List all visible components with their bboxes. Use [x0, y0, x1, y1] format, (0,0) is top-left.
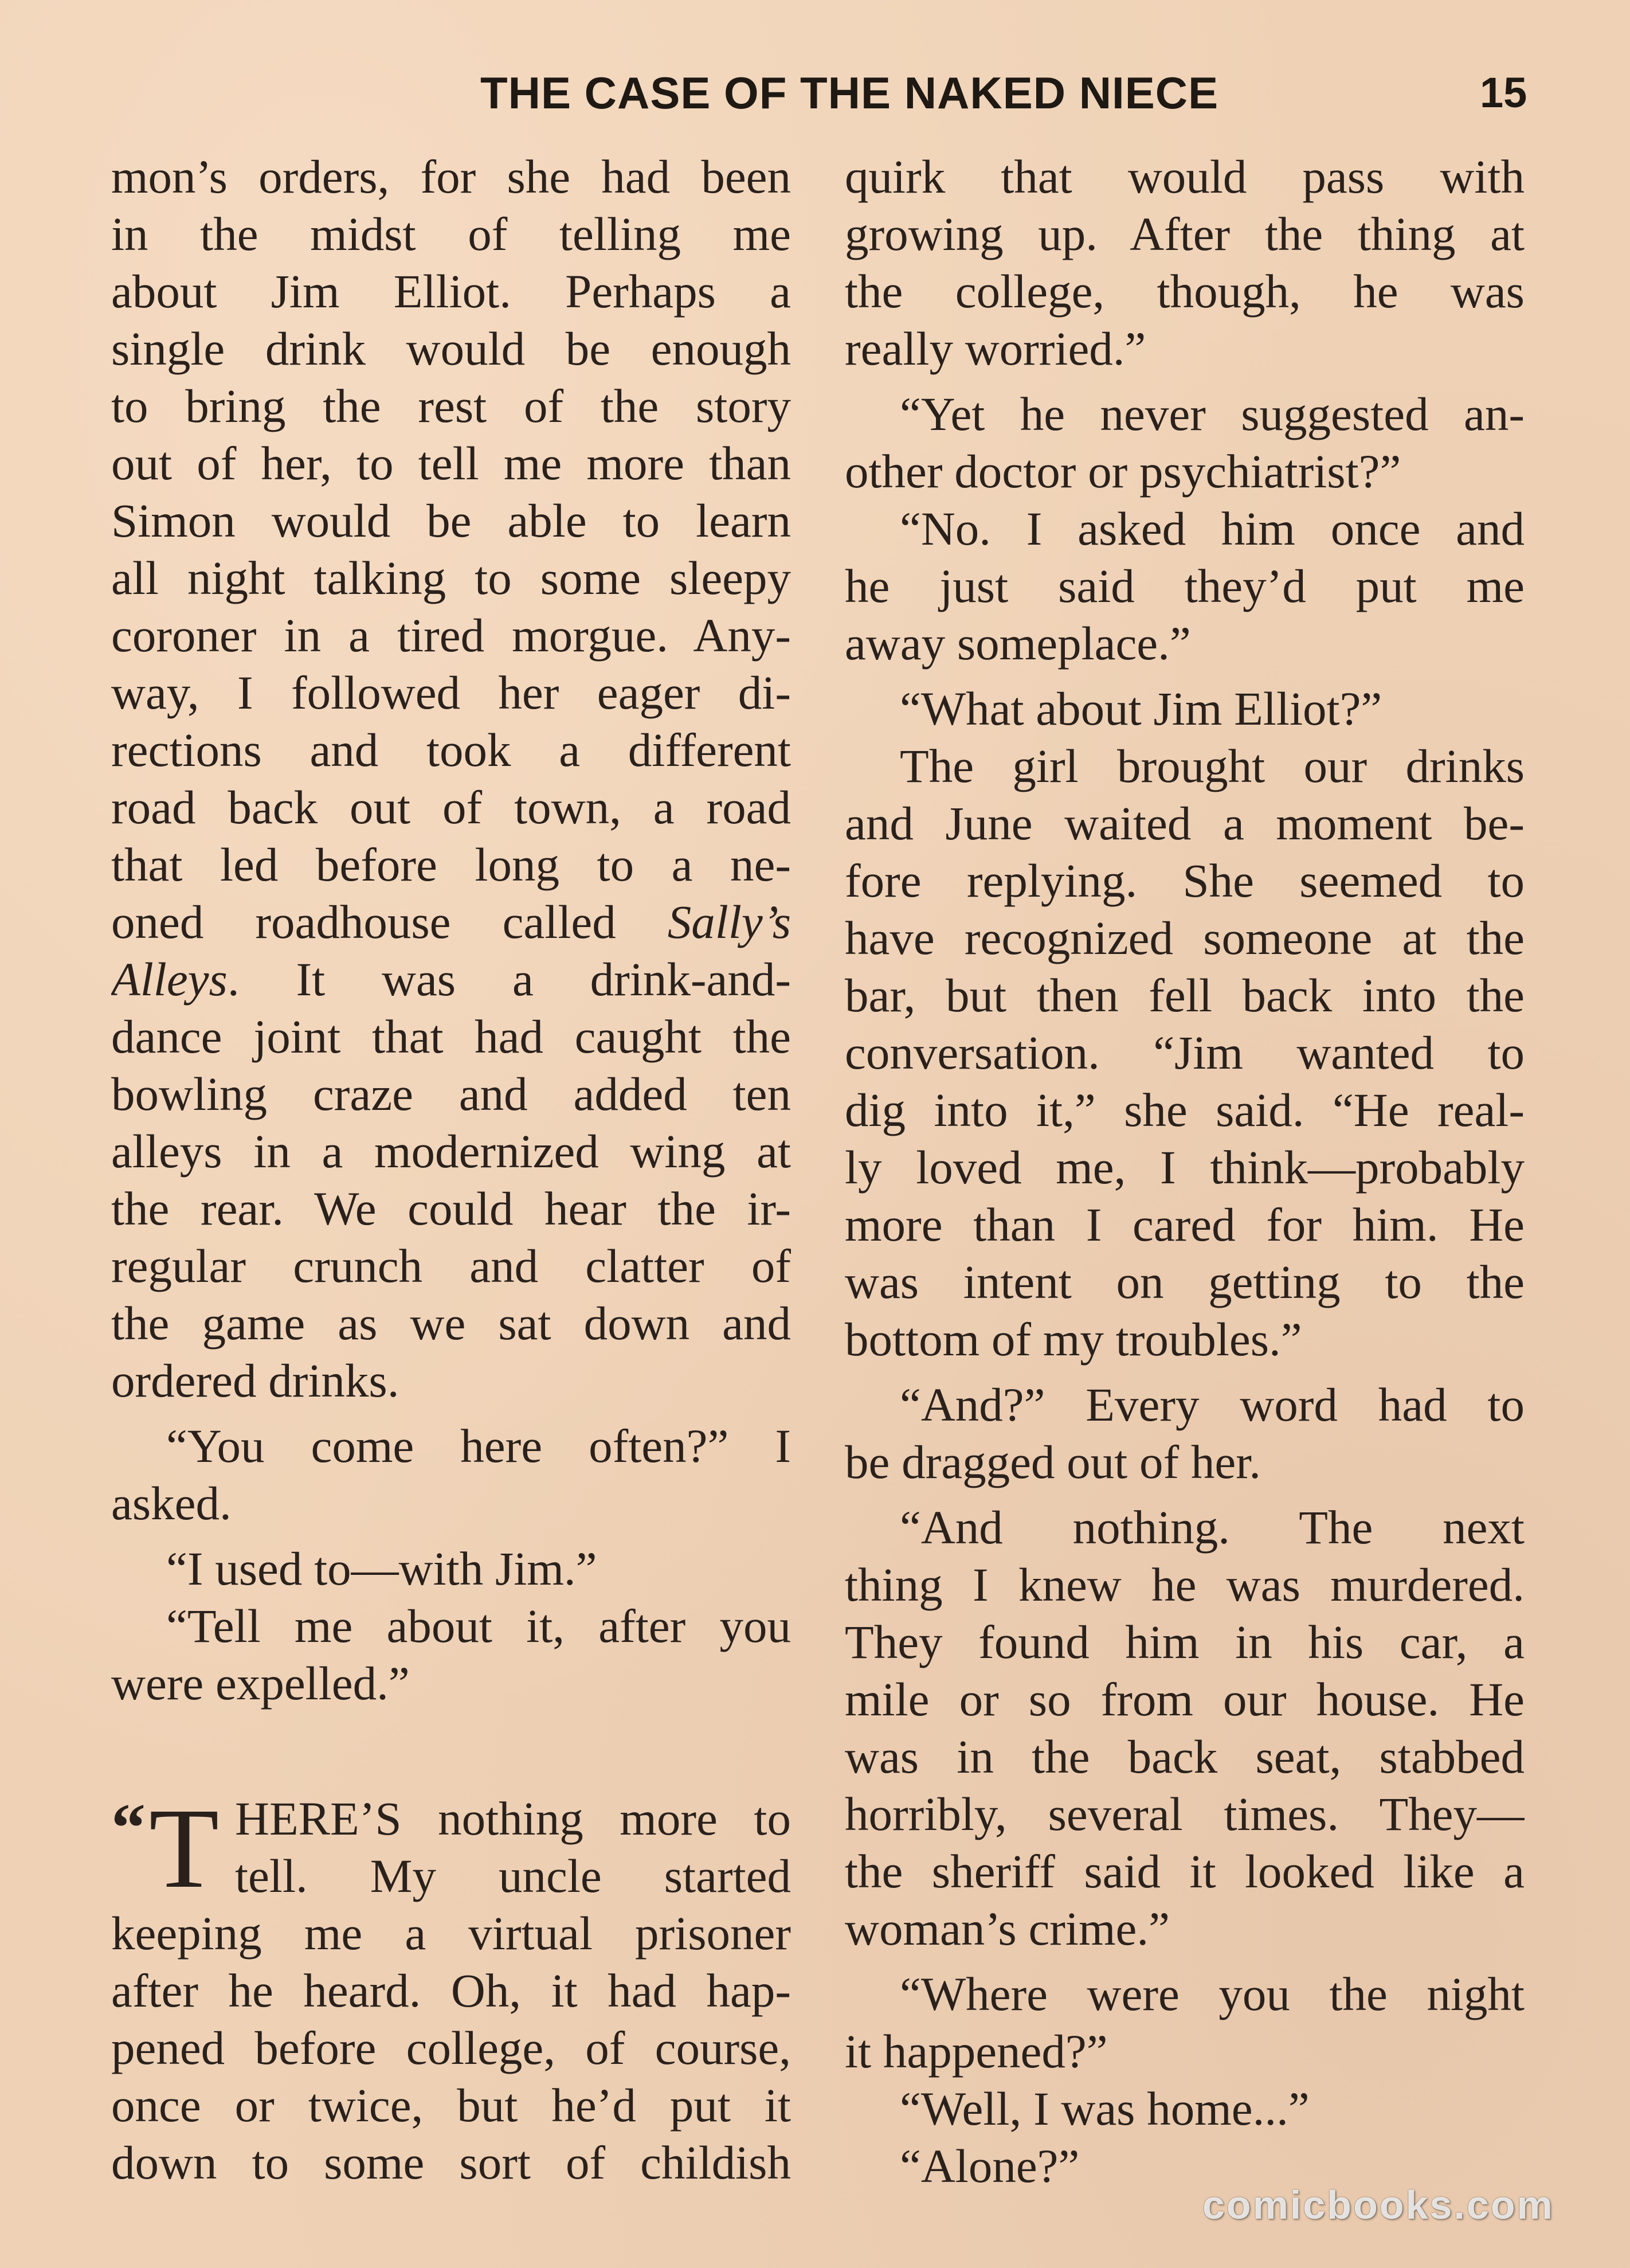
text-line: to bring the rest of the story	[111, 380, 791, 432]
text-line: “Well, I was home...”	[900, 2082, 1310, 2135]
text-line: were expelled.”	[111, 1657, 410, 1710]
text-line	[111, 893, 791, 951]
text-line: road back out of town, a road	[111, 781, 791, 834]
text-line: that led before long to a ne-	[111, 838, 791, 891]
text-line: thing I knew he was murdered.	[845, 1558, 1525, 1611]
text-line: rections and took a different	[111, 724, 791, 776]
text-line: horribly, several times. They—	[845, 1788, 1525, 1840]
text-line: it happened?”	[845, 2025, 1108, 2078]
text-line: the rear. We could hear the ir-	[111, 1182, 791, 1235]
text-line: “What about Jim Elliot?”	[900, 682, 1382, 735]
dropcap-quote-mark: “	[111, 1789, 146, 1866]
italic-place-name: Alleys	[111, 953, 228, 1006]
text-line: away someplace.”	[845, 617, 1191, 670]
text-line: after he heard. Oh, it had hap-	[111, 1964, 791, 2017]
paragraph-gap	[845, 1491, 1525, 1499]
text-line: HERE’S nothing more to	[235, 1792, 791, 1845]
text-fragment: . It was a drink-and-	[227, 953, 791, 1006]
text-line: ly loved me, I think—probably	[845, 1141, 1525, 1194]
page-number: 15	[1480, 69, 1527, 116]
section-break	[111, 1712, 791, 1790]
text-line: regular crunch and clatter of	[111, 1239, 791, 1292]
paragraph-gap	[845, 1368, 1525, 1376]
text-line: pened before college, of course,	[111, 2021, 791, 2074]
paragraph-gap	[111, 1532, 791, 1540]
section-opening	[111, 1785, 791, 1912]
text-line: dig into it,” she said. “He real-	[845, 1084, 1525, 1136]
text-line: more than I cared for him. He	[845, 1198, 1525, 1251]
running-title: THE CASE OF THE NAKED NIECE	[480, 68, 1219, 118]
text-line: “And nothing. The next	[900, 1501, 1525, 1554]
left-column	[111, 148, 791, 2191]
text-line: tell. My uncle started	[235, 1849, 791, 1902]
text-line: bottom of my troubles.”	[845, 1313, 1302, 1366]
text-line: have recognized someone at the	[845, 912, 1525, 964]
text-line: the game as we sat down and	[111, 1297, 791, 1350]
text-line: single drink would be enough	[111, 322, 791, 375]
text-line: fore replying. She seemed to	[845, 854, 1525, 907]
text-line: ordered drinks.	[111, 1354, 399, 1407]
text-line: asked.	[111, 1477, 232, 1530]
text-line: “You come here often?” I	[166, 1420, 791, 1472]
text-line: all night talking to some sleepy	[111, 552, 791, 604]
text-line: was in the back seat, stabbed	[845, 1730, 1525, 1783]
text-line: mile or so from our house. He	[845, 1673, 1525, 1726]
watermark-logo: comicbooks.com	[1202, 2183, 1554, 2227]
text-line: They found him in his car, a	[845, 1616, 1525, 1668]
running-header	[0, 64, 1630, 122]
text-line: quirk that would pass with	[845, 150, 1525, 203]
text-line: keeping me a virtual prisoner	[111, 1907, 791, 1960]
text-line: “I used to—with Jim.”	[166, 1542, 597, 1595]
text-line: The girl brought our drinks	[900, 740, 1525, 792]
text-line: way, I followed her eager di-	[111, 666, 791, 719]
text-line: “No. I asked him once and	[900, 502, 1525, 555]
paragraph-gap	[845, 672, 1525, 680]
text-line: down to some sort of childish	[111, 2136, 791, 2189]
text-line: “Alone?”	[900, 2140, 1080, 2192]
text-line: mon’s orders, for she had been	[111, 150, 791, 203]
text-line: he just said they’d put me	[845, 560, 1525, 612]
text-line: other doctor or psychiatrist?”	[845, 445, 1401, 498]
text-line: “Where were you the night	[900, 1968, 1525, 2020]
text-line: “Tell me about it, after you	[166, 1600, 791, 1652]
text-line: bar, but then fell back into the	[845, 969, 1525, 1022]
text-line: growing up. After the thing at	[845, 208, 1525, 260]
text-line: once or twice, but he’d put it	[111, 2079, 791, 2132]
text-line: and June waited a moment be-	[845, 797, 1525, 850]
text-line: about Jim Elliot. Perhaps a	[111, 265, 791, 318]
text-line: coroner in a tired morgue. Any-	[111, 609, 791, 662]
text-fragment: oned roadhouse called	[111, 896, 616, 948]
dropcap-letter: T	[149, 1785, 220, 1912]
text-line: “And?” Every word had to	[900, 1378, 1525, 1431]
right-column	[845, 148, 1525, 2195]
text-line: the sheriff said it looked like a	[845, 1845, 1525, 1898]
text-line: bowling craze and added ten	[111, 1067, 791, 1120]
paragraph-gap	[845, 377, 1525, 385]
text-line: dance joint that had caught the	[111, 1010, 791, 1063]
text-line: Simon would be able to learn	[111, 494, 791, 547]
text-line: really worried.”	[845, 322, 1146, 375]
italic-place-name: Sally’s	[667, 896, 791, 948]
text-line: in the midst of telling me	[111, 208, 791, 260]
paragraph-gap	[111, 1409, 791, 1417]
text-line: conversation. “Jim wanted to	[845, 1026, 1525, 1079]
text-line: be dragged out of her.	[845, 1436, 1261, 1488]
text-line	[111, 951, 791, 1008]
text-line: the college, though, he was	[845, 265, 1525, 318]
text-line: out of her, to tell me more than	[111, 437, 791, 490]
text-line: woman’s crime.”	[845, 1902, 1170, 1955]
paragraph-gap	[845, 1957, 1525, 1965]
text-line: “Yet he never suggested an-	[900, 388, 1525, 440]
text-line: alleys in a modernized wing at	[111, 1125, 791, 1178]
text-line: was intent on getting to the	[845, 1256, 1525, 1308]
